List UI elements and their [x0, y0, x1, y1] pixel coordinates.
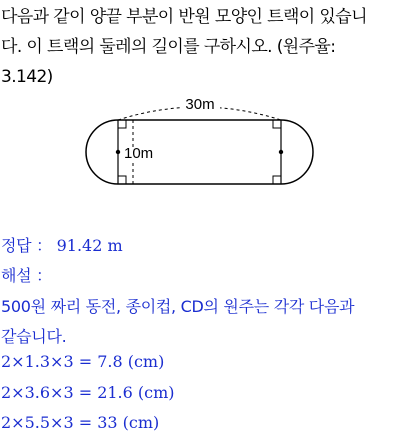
track-figure — [0, 95, 400, 195]
right-center-dot — [279, 150, 283, 154]
problem-line-2: 다. 이 트랙의 둘레의 길이를 구하시오. (원주율: — [1, 37, 336, 57]
problem-text — [1, 2, 399, 92]
height-label: 10m — [124, 145, 154, 162]
formula-3: 2×5.5×3 = 33 (cm) — [1, 413, 160, 432]
answer-value: 91.42 m — [56, 236, 123, 255]
explanation-label: 해설 ： — [1, 266, 52, 285]
problem-line-3: 3.142) — [1, 67, 53, 87]
width-label: 30m — [185, 96, 215, 113]
answer-row — [1, 233, 123, 256]
problem-line-1: 다음과 같이 양끝 부분이 반원 모양인 트랙이 있습니 — [1, 7, 367, 27]
answer-label: 정답 ： — [1, 236, 52, 255]
explanation-line-1: 500원 짜리 동전, 종이컵, CD의 원주는 각각 다음과 — [1, 297, 355, 316]
explanation-line-2: 같습니다. — [1, 327, 67, 346]
formula-1: 2×1.3×3 = 7.8 (cm) — [1, 352, 165, 371]
formula-2: 2×3.6×3 = 21.6 (cm) — [1, 383, 175, 402]
left-center-dot — [116, 150, 120, 154]
